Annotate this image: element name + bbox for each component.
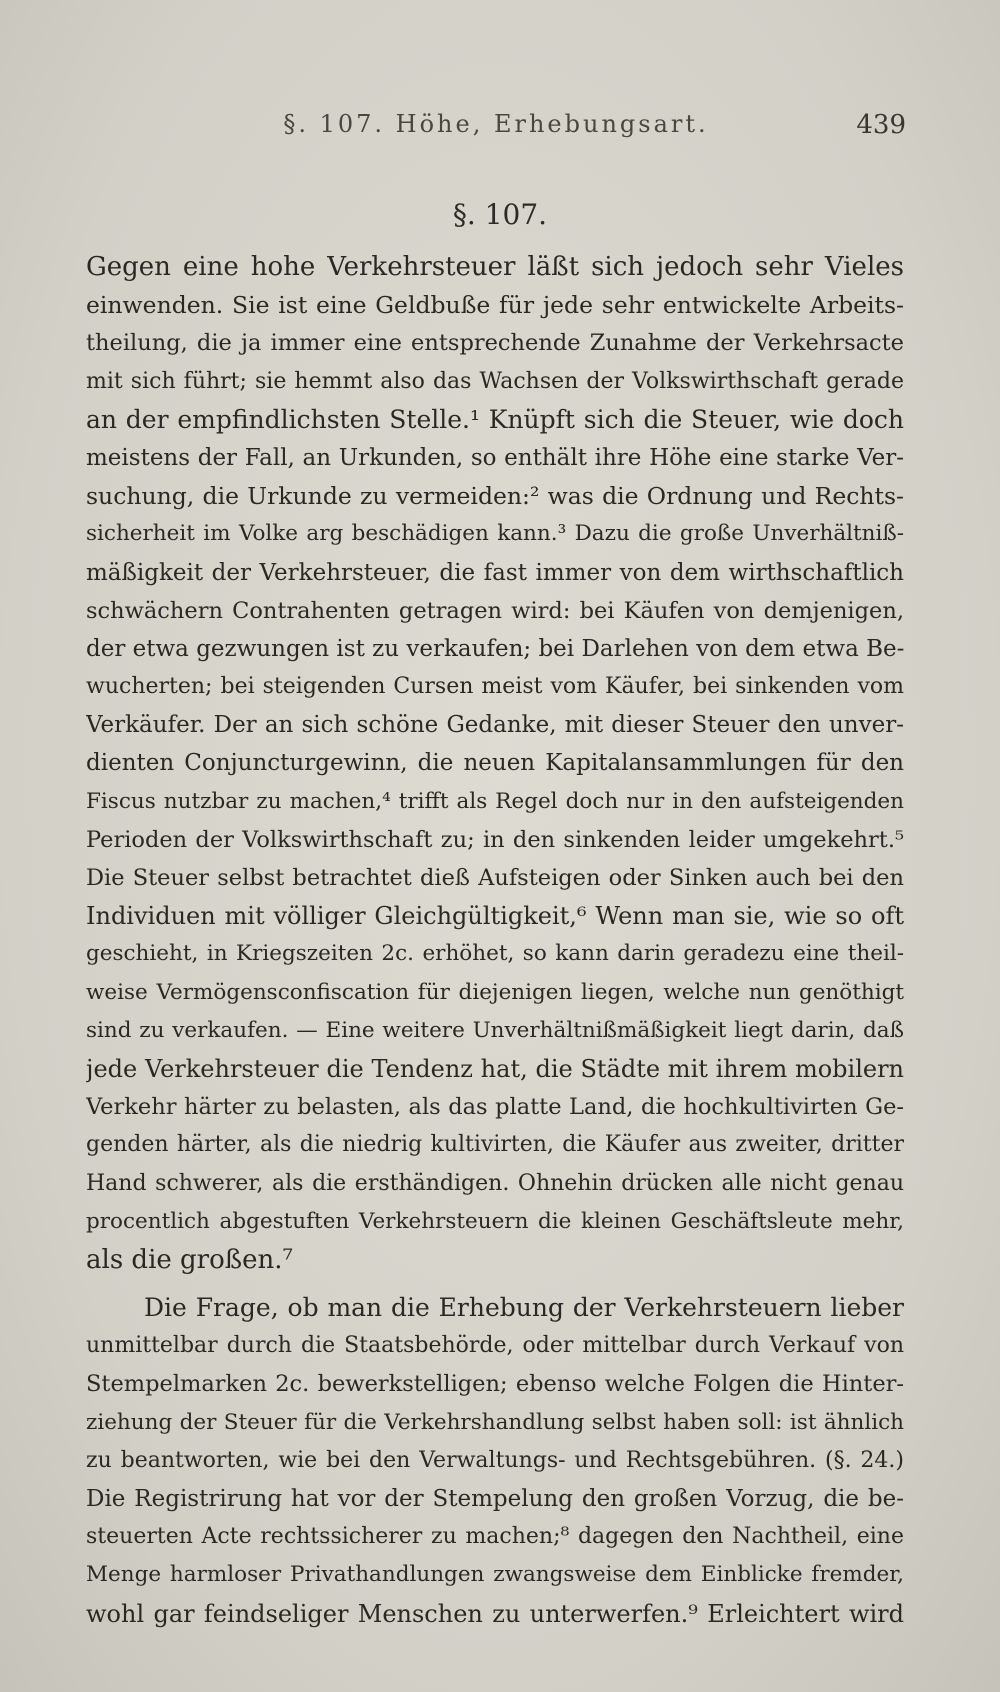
text-line: Gegen eine hohe Verkehrsteuer läßt sich jedoch sehr Vieles bbox=[86, 252, 904, 282]
body-text bbox=[86, 248, 904, 1633]
text-line: weise Vermögensconfiscation für diejenigen liegen, welche nun genöthigt bbox=[86, 979, 904, 1005]
text-line: als die großen.⁷ bbox=[86, 1244, 293, 1275]
text-line: unmittelbar durch die Staatsbehörde, oder mittelbar durch Verkauf von bbox=[86, 1333, 904, 1359]
text-line: an der empfindlichsten Stelle.¹ Knüpft sich die Steuer, wie doch bbox=[86, 404, 904, 434]
text-line: Stempelmarken 2c. bewerkstelligen; ebenso welche Folgen die Hinter- bbox=[86, 1371, 904, 1398]
text-line: sicherheit im Volke arg beschädigen kann.³ Dazu die große Unverhältniß- bbox=[86, 521, 904, 547]
text-line: Verkäufer. Der an sich schöne Gedanke, mit dieser Steuer den unver- bbox=[86, 712, 904, 739]
text-line: schwächern Contrahenten getragen wird: bei Käufen von demjenigen, bbox=[86, 597, 904, 624]
text-line: Die Registrirung hat vor der Stempelung den großen Vorzug, die be- bbox=[86, 1486, 904, 1512]
text-line: Individuen mit völliger Gleichgültigkeit,⁶ Wenn man sie, wie so oft bbox=[86, 902, 904, 931]
text-line: Hand schwerer, als die ersthändigen. Ohnehin drücken alle nicht genau bbox=[86, 1170, 904, 1196]
paragraph bbox=[86, 248, 904, 1279]
text-line: genden härter, als die niedrig kultivirten, die Käufer aus zweiter, dritter bbox=[86, 1132, 904, 1158]
text-line: Die Frage, ob man die Erhebung der Verkehrsteuern lieber bbox=[144, 1293, 904, 1323]
text-line: geschieht, in Kriegszeiten 2c. erhöhet, so kann darin geradezu eine theil- bbox=[86, 941, 904, 967]
text-line: meistens der Fall, an Urkunden, so enthält ihre Höhe eine starke Ver- bbox=[86, 444, 904, 471]
paragraph-gap bbox=[86, 1279, 904, 1289]
text-line: wucherten; bei steigenden Cursen meist vom Käufer, bei sinkenden vom bbox=[86, 674, 904, 700]
text-line: procentlich abgestuften Verkehrsteuern die kleinen Geschäftsleute mehr, bbox=[86, 1208, 904, 1234]
text-line: der etwa gezwungen ist zu verkaufen; bei Darlehen von dem etwa Be- bbox=[86, 635, 904, 662]
text-line: ziehung der Steuer für die Verkehrshandlung selbst haben soll: ist ähnlich bbox=[86, 1409, 904, 1435]
text-line: sind zu verkaufen. — Eine weitere Unverhältnißmäßigkeit liegt darin, daß bbox=[86, 1017, 904, 1043]
text-line: suchung, die Urkunde zu vermeiden:² was die Ordnung und Rechts- bbox=[86, 482, 904, 511]
text-line: dienten Conjuncturgewinn, die neuen Kapitalansammlungen für den bbox=[86, 750, 904, 777]
text-line: zu beantworten, wie bei den Verwaltungs- und Rechtsgebühren. (§. 24.) bbox=[86, 1447, 904, 1473]
page-number: 439 bbox=[856, 110, 906, 140]
text-line: einwenden. Sie ist eine Geldbuße für jede sehr entwickelte Arbeits- bbox=[86, 291, 904, 320]
running-head bbox=[86, 110, 906, 150]
running-head-title: §. 107. Höhe, Erhebungsart. bbox=[283, 110, 709, 138]
text-line: wohl gar feindseliger Menschen zu unterwerfen.⁹ Erleichtert wird bbox=[86, 1599, 904, 1628]
text-line: jede Verkehrsteuer die Tendenz hat, die Städte mit ihrem mobilern bbox=[86, 1054, 904, 1083]
text-line: mäßigkeit der Verkehrsteuer, die fast immer von dem wirthschaftlich bbox=[86, 559, 904, 586]
text-line: steuerten Acte rechtssicherer zu machen;⁸ dagegen den Nachtheil, eine bbox=[86, 1524, 904, 1550]
text-line: mit sich führt; sie hemmt also das Wachsen der Volkswirthschaft gerade bbox=[86, 368, 904, 394]
text-line: Perioden der Volkswirthschaft zu; in den sinkenden leider umgekehrt.⁵ bbox=[86, 826, 904, 853]
section-heading: §. 107. bbox=[452, 198, 548, 231]
paragraph bbox=[86, 1289, 904, 1633]
text-line: Die Steuer selbst betrachtet dieß Aufsteigen oder Sinken auch bei den bbox=[86, 865, 904, 891]
text-line: Verkehr härter zu belasten, als das platte Land, die hochkultivirten Ge- bbox=[86, 1094, 904, 1121]
text-line: theilung, die ja immer eine entsprechende Zunahme der Verkehrsacte bbox=[86, 330, 904, 357]
text-line: Fiscus nutzbar zu machen,⁴ trifft als Regel doch nur in den aufsteigenden bbox=[86, 788, 904, 814]
text-line: Menge harmloser Privathandlungen zwangsweise dem Einblicke fremder, bbox=[86, 1562, 904, 1588]
